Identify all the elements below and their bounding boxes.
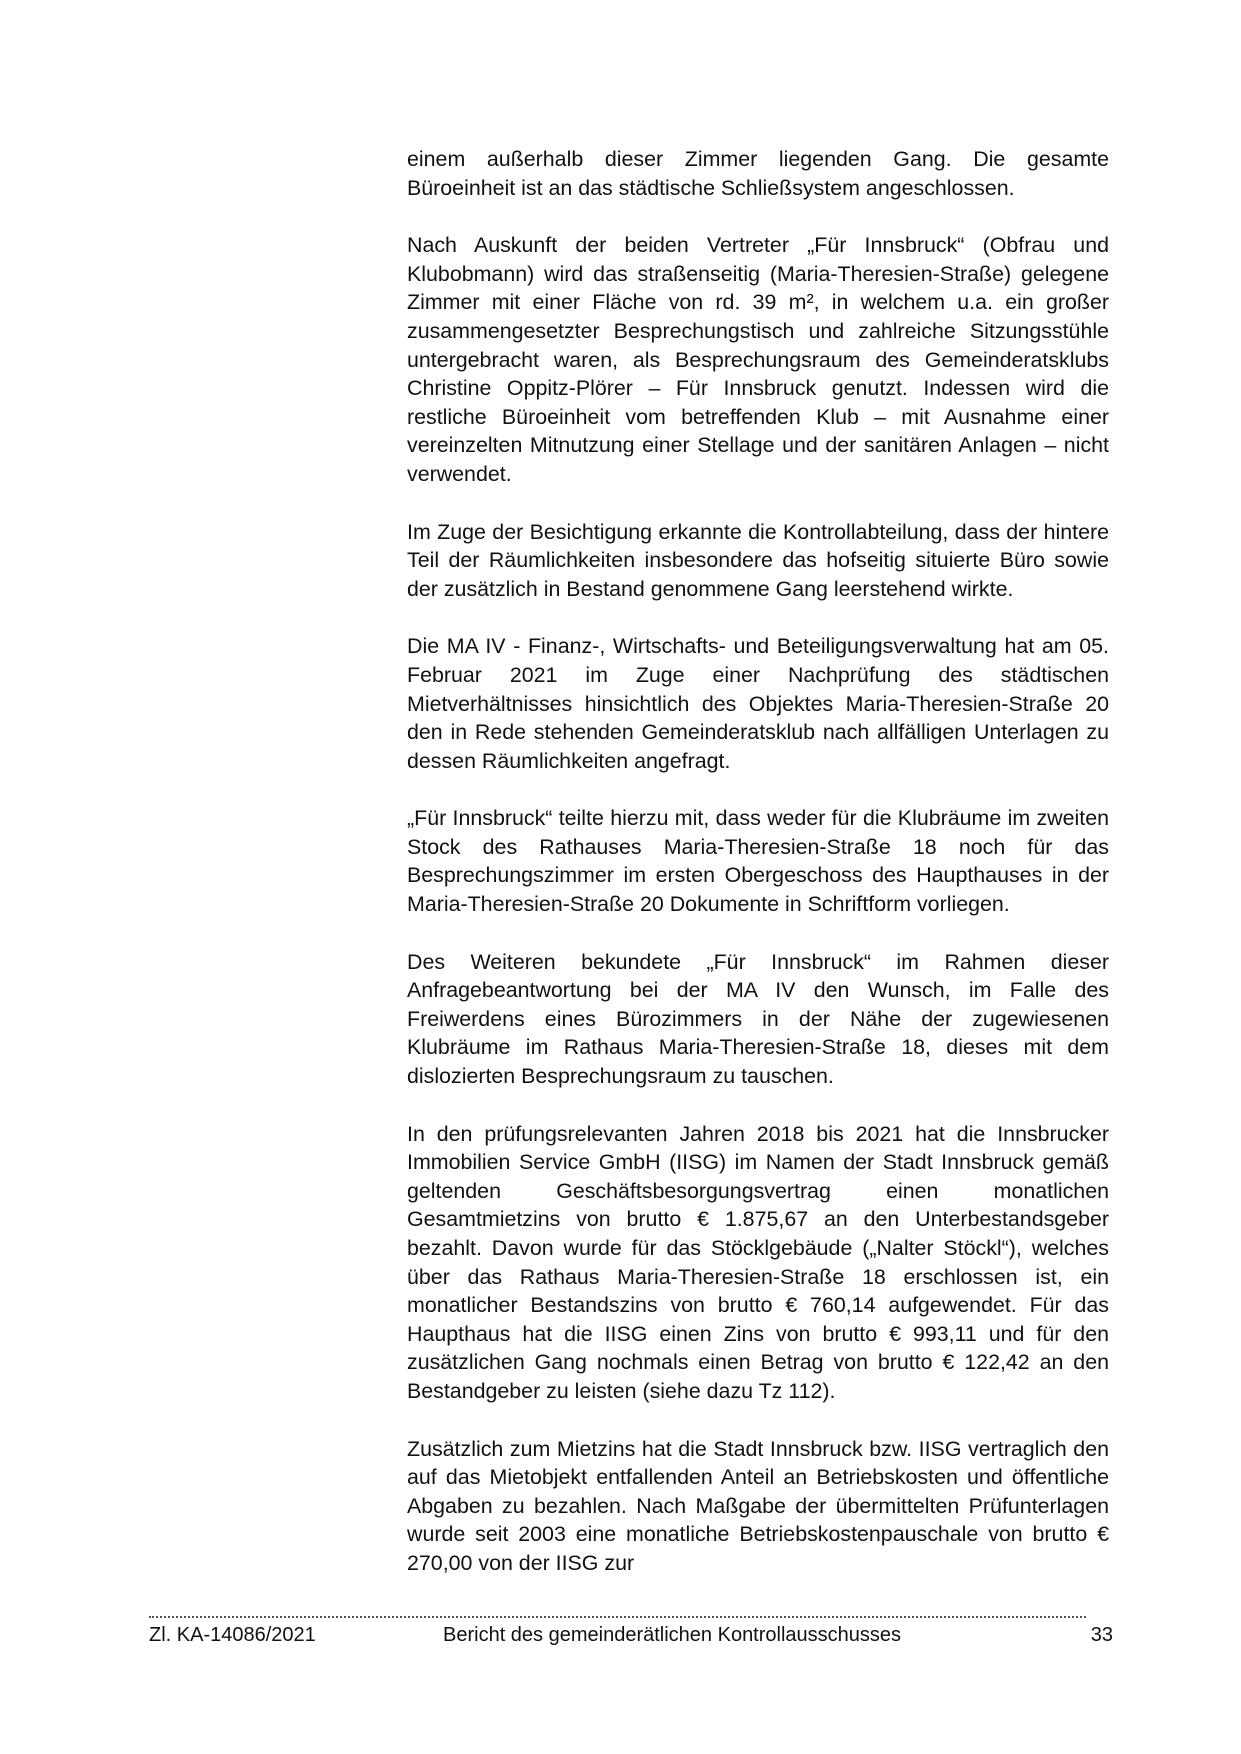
paragraph-3: Im Zuge der Besichtigung erkannte die Kontrollabteilung, dass der hintere Teil der Räumlichkeiten insbesondere das hofseitig situierte Büro sowie der zusätzlich in Bestand genommene Gang leerstehend wirkte. — [407, 519, 1109, 601]
paragraph-2: Nach Auskunft der beiden Vertreter „Für Innsbruck“ (Obfrau und Klubobmann) wird das straßenseitig (Maria-Theresien-Straße) gelegene Zimmer mit einer Fläche von rd. 39 m², in welchem u.a. ein großer zusammengesetzter Besprechungstisch und zahlreiche Sitzungsstühle untergebracht waren, als Besprechungsraum des Gemeinderatsklubs Christine Oppitz-Plörer – Für Innsbruck genutzt. Indessen wird die restliche Büroeinheit vom betreffenden Klub – mit Ausnahme einer vereinzelten Mitnutzung einer Stellage und der sanitären Anlagen – nicht verwendet. — [407, 233, 1109, 486]
paragraph-4: Die MA IV - Finanz-, Wirtschafts- und Beteiligungsverwaltung hat am 05. Februar 2021 im Zuge einer Nachprüfung des städtischen Mietverhältnisses hinsichtlich des Objektes Maria-Theresien-Straße 20 den in Rede stehenden Gemeinderatsklub nach allfälligen Unterlagen zu dessen Räumlichkeiten angefragt. — [407, 634, 1109, 773]
footer-page-number: 33 — [1090, 1624, 1113, 1646]
paragraph-5: „Für Innsbruck“ teilte hierzu mit, dass weder für die Klubräume im zweiten Stock des Rathauses Maria-Theresien-Straße 18 noch für das Besprechungszimmer im ersten Obergeschoss des Haupthauses in der Maria-Theresien-Straße 20 Dokumente in Schriftform vorliegen. — [407, 806, 1109, 917]
paragraph-8: Zusätzlich zum Mietzins hat die Stadt Innsbruck bzw. IISG vertraglich den auf das Mietobjekt entfallenden Anteil an Betriebskosten und öffentliche Abgaben zu bezahlen. Nach Maßgabe der übermittelten Prüfunterlagen wurde seit 2003 eine monatliche Betriebskostenpauschale von brutto € 270,00 von der IISG zur — [407, 1436, 1109, 1575]
body-text — [407, 145, 1109, 1607]
paragraph-7: In den prüfungsrelevanten Jahren 2018 bis 2021 hat die Innsbrucker Immobilien Service GmbH (IISG) im Namen der Stadt Innsbruck gemäß geltenden Geschäftsbesorgungsvertrag einen monatlichen Gesamtmietzins von brutto € 1.875,67 an den Unterbestandsgeber bezahlt. Davon wurde für das Stöcklgebäude („Nalter Stöckl“), welches über das Rathaus Maria-Theresien-Straße 18 erschlossen ist, ein monatlicher Bestandszins von brutto € 760,14 aufgewendet. Für das Haupthaus hat die IISG einen Zins von brutto € 993,11 und für den zusätzlichen Gang nochmals einen Betrag von brutto € 122,42 an den Bestandgeber zu leisten (siehe dazu Tz 112). — [407, 1121, 1109, 1403]
paragraph-1: einem außerhalb dieser Zimmer liegenden Gang. Die gesamte Büroeinheit ist an das städtische Schließsystem angeschlossen. — [407, 147, 1109, 200]
footer-divider — [149, 1616, 1086, 1618]
page-footer — [149, 1620, 1113, 1650]
footer-title: Bericht des gemeinderätlichen Kontrollausschusses — [443, 1624, 902, 1646]
footer-reference: Zl. KA-14086/2021 — [149, 1624, 316, 1646]
paragraph-6: Des Weiteren bekundete „Für Innsbruck“ im Rahmen dieser Anfragebeantwortung bei der MA IV den Wunsch, im Falle des Freiwerdens eines Bürozimmers in der Nähe der zugewiesenen Klubräume im Rathaus Maria-Theresien-Straße 18, dieses mit dem dislozierten Besprechungsraum zu tauschen. — [407, 949, 1109, 1089]
